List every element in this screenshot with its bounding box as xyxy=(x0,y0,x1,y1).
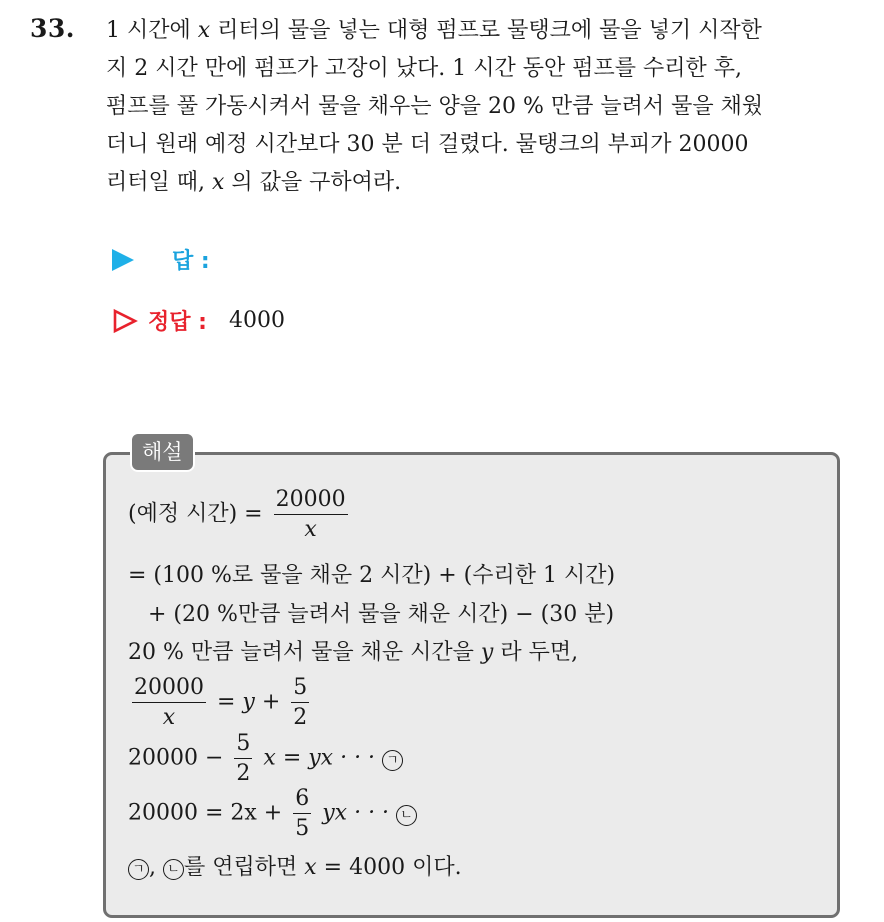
text-segment: = y + xyxy=(217,689,281,715)
text-segment: = 4000 이다. xyxy=(316,855,462,880)
numerator: 20000 xyxy=(132,676,206,703)
play-triangle-icon xyxy=(112,249,134,271)
text-segment: 20000 − xyxy=(128,745,224,771)
correct-answer-value: 4000 xyxy=(228,308,285,333)
denominator: 5 xyxy=(295,816,310,842)
fraction xyxy=(293,787,311,840)
denominator: 2 xyxy=(293,705,308,731)
variable: x xyxy=(197,18,211,43)
text-segment: 20000 = 2x + xyxy=(128,800,283,826)
variable: x xyxy=(212,170,225,195)
solution-line-1 xyxy=(128,488,352,541)
solution-line-8 xyxy=(128,850,462,881)
variable: x xyxy=(304,855,317,880)
circled-mark: ㄴ xyxy=(163,859,184,880)
text-segment: 리터의 물을 넣는 대형 펌프로 물탱크에 물을 넣기 시작한 xyxy=(210,18,762,43)
text-segment: x = yx · · · xyxy=(263,745,376,771)
denominator: 2 xyxy=(236,761,251,787)
text-segment: yx · · · xyxy=(322,800,390,826)
problem-line-3: 펌프를 풀 가동시켜서 물을 채우는 양을 20 % 만큼 늘려서 물을 채웠 xyxy=(106,94,764,119)
fraction xyxy=(291,676,309,729)
problem-line-4: 더니 원래 예정 시간보다 30 분 더 걸렸다. 물탱크의 부피가 20000 xyxy=(106,132,749,157)
circled-mark: ㄴ xyxy=(396,805,417,826)
solution-line-3: + (20 %만큼 늘려서 물을 채운 시간) − (30 분) xyxy=(148,602,615,627)
text-segment: 를 연립하면 xyxy=(184,855,305,880)
text-segment: 1 시간에 xyxy=(106,18,198,43)
solution-line-7 xyxy=(128,787,417,840)
text-segment: 20 % 만큼 늘려서 물을 채운 시간을 xyxy=(128,640,481,665)
problem-line-5 xyxy=(106,164,870,202)
solution-line-5 xyxy=(128,676,313,729)
correct-answer-row xyxy=(112,305,285,336)
text-segment: 라 두면, xyxy=(493,640,579,665)
answer-label: 답 : xyxy=(172,249,210,274)
text-segment: (예정 시간) = xyxy=(128,501,263,527)
problem xyxy=(30,12,870,202)
text-segment: 리터일 때, xyxy=(106,170,212,195)
fraction xyxy=(274,488,348,541)
numerator: 5 xyxy=(234,732,252,759)
text-segment: 의 값을 구하여라. xyxy=(224,170,402,195)
circled-mark: ㄱ xyxy=(382,750,403,771)
text-segment: , xyxy=(149,855,156,880)
numerator: 20000 xyxy=(274,488,348,515)
correct-answer-label: 정답 : xyxy=(148,310,207,335)
solution-line-2: = (100 %로 물을 채운 2 시간) + (수리한 1 시간) xyxy=(128,563,616,588)
solution-line-6 xyxy=(128,732,403,785)
problem-text xyxy=(106,12,870,202)
circled-mark: ㄱ xyxy=(128,859,149,880)
variable: y xyxy=(480,640,494,665)
problem-line-2: 지 2 시간 만에 펌프가 고장이 났다. 1 시간 동안 펌프를 수리한 후, xyxy=(106,56,742,81)
numerator: 5 xyxy=(291,676,309,703)
problem-number: 33. xyxy=(30,14,75,43)
solution-tag: 해설 xyxy=(130,432,195,472)
denominator: x xyxy=(162,705,176,731)
numerator: 6 xyxy=(293,787,311,814)
solution-line-4 xyxy=(128,635,578,666)
denominator: x xyxy=(304,517,317,543)
fraction xyxy=(234,732,252,785)
fraction xyxy=(132,676,206,729)
outline-triangle-icon xyxy=(112,308,138,334)
answer-row xyxy=(112,244,210,275)
problem-line-1 xyxy=(106,12,870,50)
